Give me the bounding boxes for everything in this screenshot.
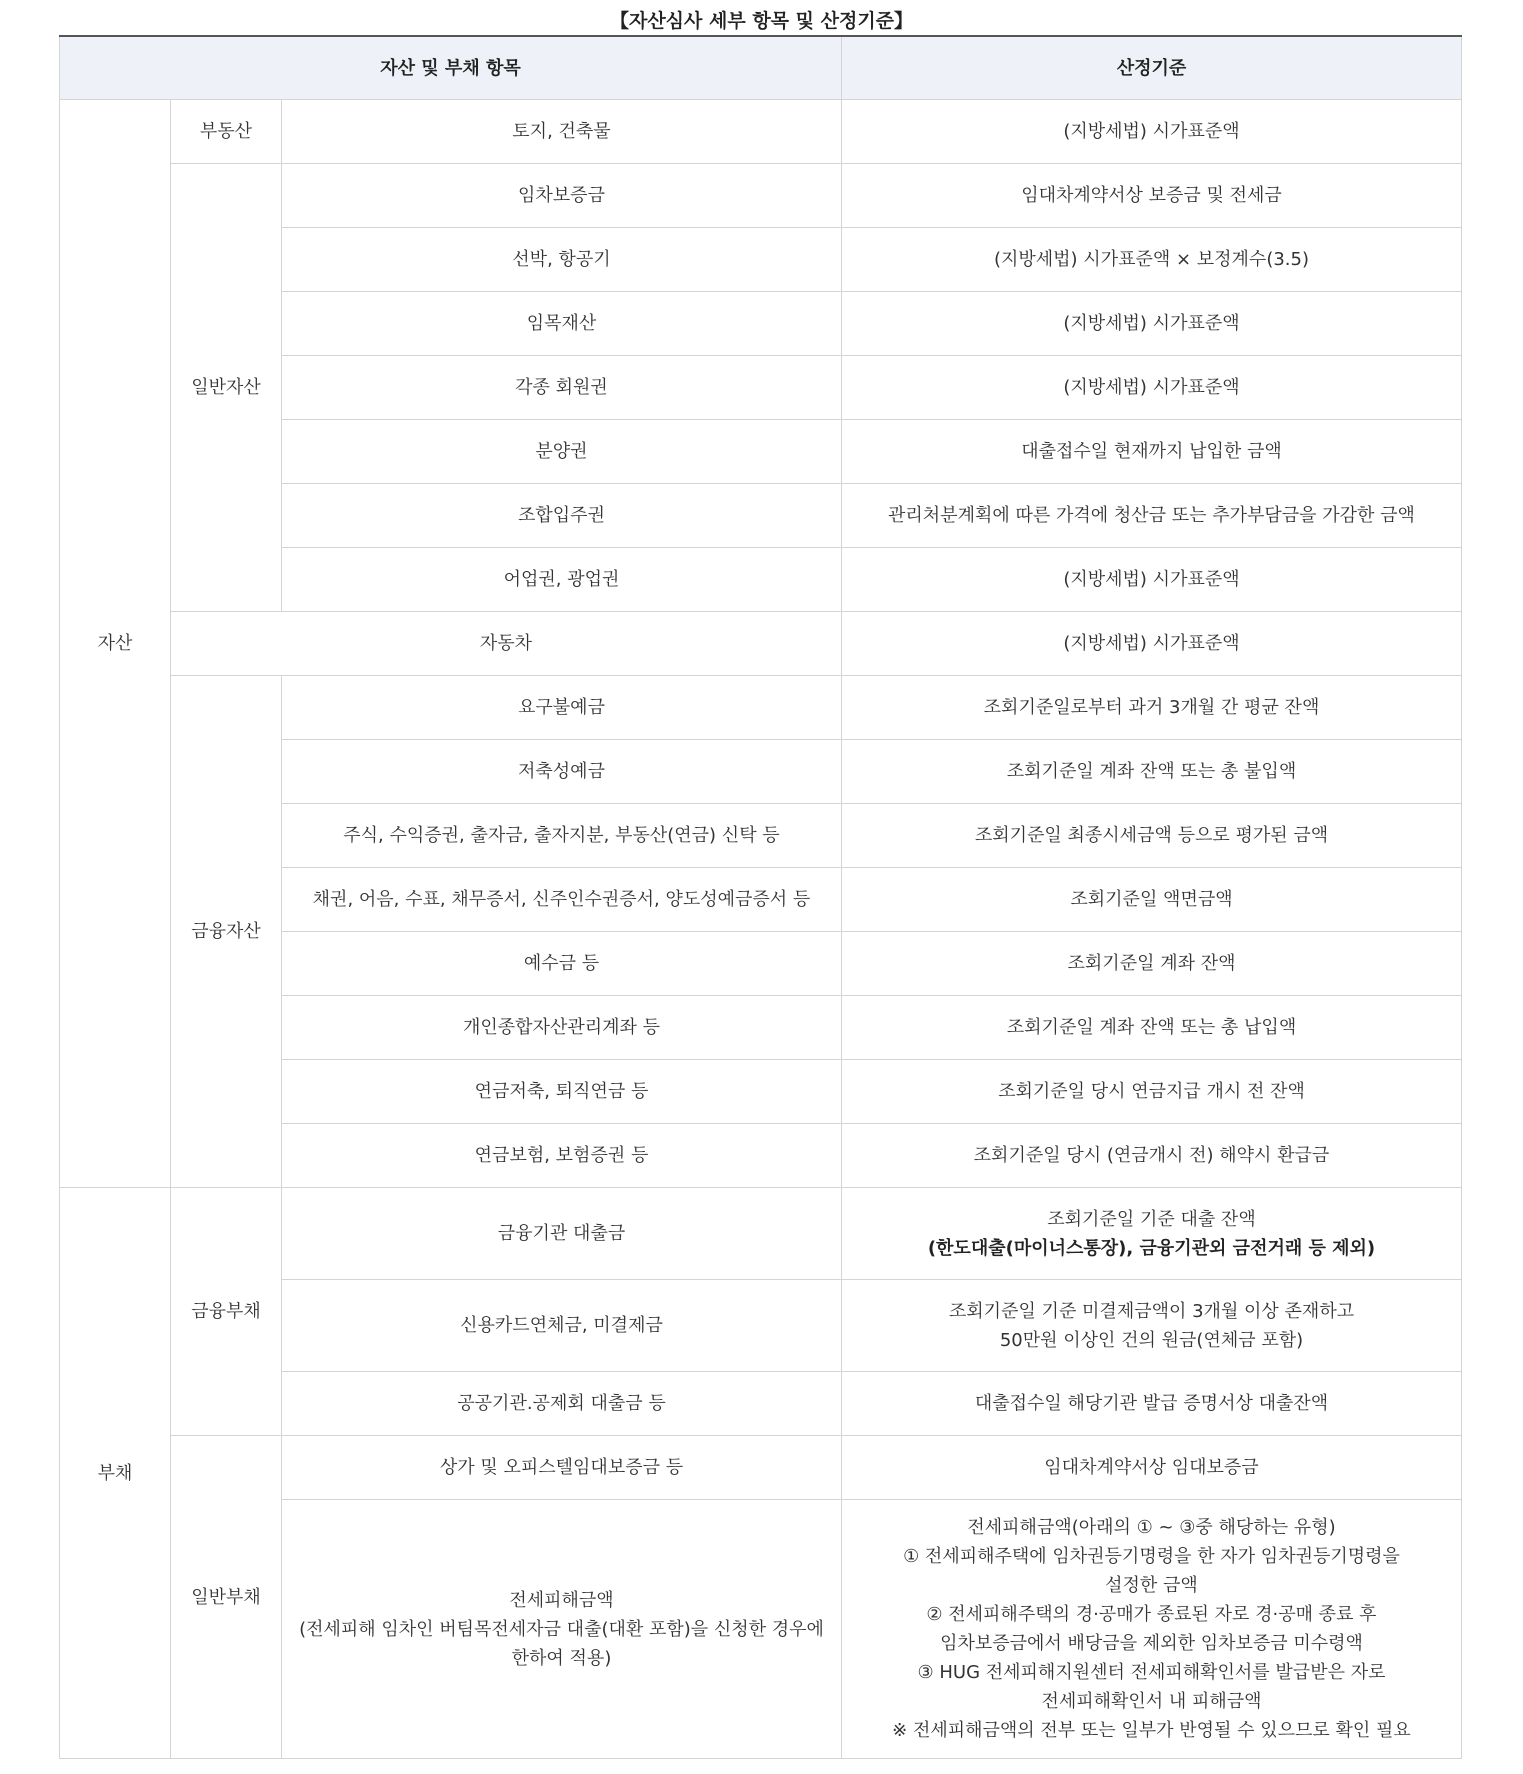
criteria-cell: 조회기준일 당시 연금지급 개시 전 잔액 bbox=[842, 1060, 1462, 1124]
item-cell: 주식, 수익증권, 출자금, 출자지분, 부동산(연금) 신탁 등 bbox=[282, 804, 842, 868]
subgroup-financial-liability: 금융부채 bbox=[171, 1188, 282, 1436]
criteria-line: ② 전세피해주택의 경·공매가 종료된 자로 경·공매 종료 후 bbox=[926, 1604, 1377, 1625]
table-row bbox=[60, 1436, 1462, 1500]
criteria-line: 50만원 이상인 건의 원금(연체금 포함) bbox=[999, 1329, 1304, 1351]
item-cell: 연금저축, 퇴직연금 등 bbox=[282, 1060, 842, 1124]
page-title: 【자산심사 세부 항목 및 산정기준】 bbox=[609, 10, 914, 32]
item-cell: 저축성예금 bbox=[282, 740, 842, 804]
table-row bbox=[60, 164, 1462, 228]
criteria-cell: 조회기준일 최종시세금액 등으로 평가된 금액 bbox=[842, 804, 1462, 868]
item-cell: 요구불예금 bbox=[282, 676, 842, 740]
criteria-line-bold: (한도대출(마이너스통장), 금융기관외 금전거래 등 제외) bbox=[927, 1237, 1376, 1259]
criteria-line: 전세피해확인서 내 피해금액 bbox=[1041, 1691, 1262, 1712]
item-cell: 임목재산 bbox=[282, 292, 842, 356]
criteria-cell bbox=[842, 1188, 1462, 1280]
criteria-cell: (지방세법) 시가표준액 bbox=[842, 612, 1462, 676]
item-cell: 연금보험, 보험증권 등 bbox=[282, 1124, 842, 1188]
item-line: (전세피해 임차인 버팀목전세자금 대출(대환 포함)을 신청한 경우에 bbox=[299, 1618, 824, 1640]
criteria-cell: 대출접수일 현재까지 납입한 금액 bbox=[842, 420, 1462, 484]
item-cell: 공공기관.공제회 대출금 등 bbox=[282, 1372, 842, 1436]
criteria-line: 설정한 금액 bbox=[1105, 1575, 1198, 1596]
criteria-line: ※ 전세피해금액의 전부 또는 일부가 반영될 수 있으므로 확인 필요 bbox=[892, 1720, 1411, 1741]
item-line: 전세피해금액 bbox=[509, 1589, 614, 1611]
item-cell: 개인종합자산관리계좌 등 bbox=[282, 996, 842, 1060]
criteria-line: 전세피해금액(아래의 ① ~ ③중 해당하는 유형) bbox=[967, 1517, 1336, 1538]
criteria-cell: 조회기준일 계좌 잔액 또는 총 불입액 bbox=[842, 740, 1462, 804]
criteria-cell bbox=[842, 1280, 1462, 1372]
item-cell: 신용카드연체금, 미결제금 bbox=[282, 1280, 842, 1372]
asset-criteria-table bbox=[59, 35, 1462, 1759]
criteria-line: 조회기준일 기준 대출 잔액 bbox=[1047, 1208, 1256, 1230]
criteria-cell: 임대차계약서상 보증금 및 전세금 bbox=[842, 164, 1462, 228]
item-cell: 상가 및 오피스텔임대보증금 등 bbox=[282, 1436, 842, 1500]
subgroup-general-asset: 일반자산 bbox=[171, 164, 282, 612]
criteria-line: ③ HUG 전세피해지원센터 전세피해확인서를 발급받은 자로 bbox=[917, 1662, 1386, 1683]
criteria-cell: 조회기준일 당시 (연금개시 전) 해약시 환급금 bbox=[842, 1124, 1462, 1188]
header-criteria: 산정기준 bbox=[842, 36, 1462, 100]
item-cell: 예수금 등 bbox=[282, 932, 842, 996]
item-cell: 임차보증금 bbox=[282, 164, 842, 228]
item-cell: 토지, 건축물 bbox=[282, 100, 842, 164]
subgroup-real-estate: 부동산 bbox=[171, 100, 282, 164]
criteria-cell: (지방세법) 시가표준액 × 보정계수(3.5) bbox=[842, 228, 1462, 292]
group-liability: 부채 bbox=[60, 1188, 171, 1759]
criteria-line: ① 전세피해주택에 임차권등기명령을 한 자가 임차권등기명령을 bbox=[903, 1546, 1400, 1567]
table-row bbox=[60, 1188, 1462, 1280]
header-items: 자산 및 부채 항목 bbox=[60, 36, 842, 100]
item-line: 한하여 적용) bbox=[511, 1647, 612, 1669]
item-cell: 분양권 bbox=[282, 420, 842, 484]
criteria-line: 임차보증금에서 배당금을 제외한 임차보증금 미수령액 bbox=[940, 1633, 1363, 1654]
criteria-cell: (지방세법) 시가표준액 bbox=[842, 356, 1462, 420]
criteria-cell: 임대차계약서상 임대보증금 bbox=[842, 1436, 1462, 1500]
criteria-cell: (지방세법) 시가표준액 bbox=[842, 548, 1462, 612]
criteria-cell: 조회기준일 액면금액 bbox=[842, 868, 1462, 932]
item-cell-car: 자동차 bbox=[171, 612, 842, 676]
item-cell: 어업권, 광업권 bbox=[282, 548, 842, 612]
group-asset: 자산 bbox=[60, 100, 171, 1188]
item-cell: 각종 회원권 bbox=[282, 356, 842, 420]
criteria-cell: 대출접수일 해당기관 발급 증명서상 대출잔액 bbox=[842, 1372, 1462, 1436]
criteria-cell: 조회기준일 계좌 잔액 bbox=[842, 932, 1462, 996]
criteria-cell: 조회기준일로부터 과거 3개월 간 평균 잔액 bbox=[842, 676, 1462, 740]
criteria-cell: (지방세법) 시가표준액 bbox=[842, 292, 1462, 356]
table-header-row bbox=[60, 36, 1462, 100]
criteria-cell: 관리처분계획에 따른 가격에 청산금 또는 추가부담금을 가감한 금액 bbox=[842, 484, 1462, 548]
table-row bbox=[60, 100, 1462, 164]
criteria-cell bbox=[842, 1500, 1462, 1759]
item-cell: 선박, 항공기 bbox=[282, 228, 842, 292]
criteria-cell: 조회기준일 계좌 잔액 또는 총 납입액 bbox=[842, 996, 1462, 1060]
criteria-cell: (지방세법) 시가표준액 bbox=[842, 100, 1462, 164]
item-cell: 채권, 어음, 수표, 채무증서, 신주인수권증서, 양도성예금증서 등 bbox=[282, 868, 842, 932]
subgroup-general-liability: 일반부채 bbox=[171, 1436, 282, 1759]
item-cell bbox=[282, 1500, 842, 1759]
item-cell: 조합입주권 bbox=[282, 484, 842, 548]
item-cell: 금융기관 대출금 bbox=[282, 1188, 842, 1280]
criteria-line: 조회기준일 기준 미결제금액이 3개월 이상 존재하고 bbox=[948, 1300, 1355, 1322]
table-row bbox=[60, 612, 1462, 676]
subgroup-financial-asset: 금융자산 bbox=[171, 676, 282, 1188]
table-row bbox=[60, 676, 1462, 740]
